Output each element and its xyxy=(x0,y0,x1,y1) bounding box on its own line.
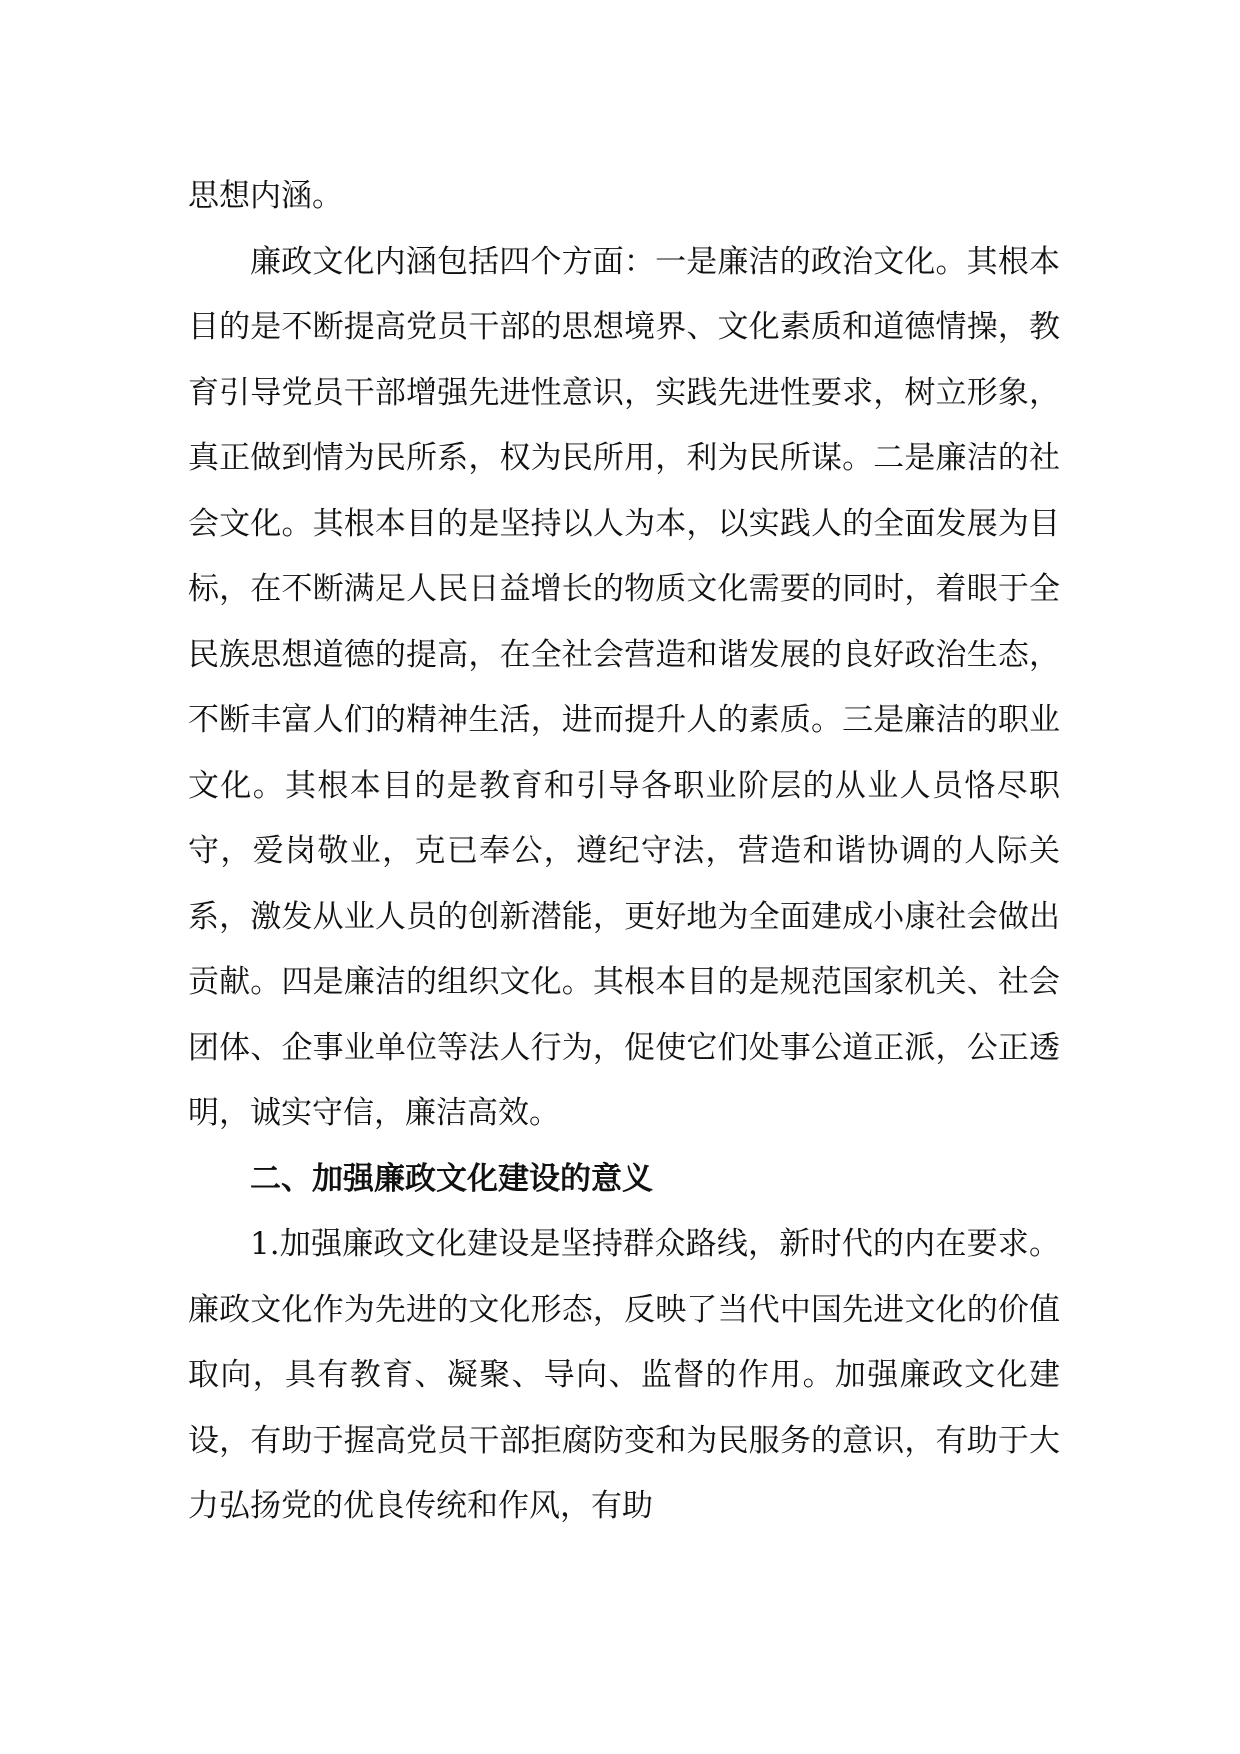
section-heading: 二、加强廉政文化建设的意义 xyxy=(250,1160,653,1197)
paragraph-connotation: 廉政文化内涵包括四个方面：一是廉洁的政治文化。其根本目的是不断提高党员干部的思想境界、文化素质和道德情操，教育引导党员干部增强先进性意识，实践先进性要求，树立形象，真正做到情为民所系，权为民所用，利为民所谋。二是廉洁的社会文化。其根本目的是坚持以人为本，以实践人的全面发展为目标，在不断满足人民日益增长的物质文化需要的同时，着眼于全民族思想道德的提高，在全社会营造和谐发展的良好政治生态，不断丰富人们的精神生活，进而提升人的素质。三是廉洁的职业文化。其根本目的是教育和引导各职业阶层的从业人员恪尽职守，爱岗敬业，克已奉公，遵纪守法，营造和谐协调的人际关系，激发从业人员的创新潜能，更好地为全面建成小康社会做出贡献。四是廉洁的组织文化。其根本目的是规范国家机关、社会团体、企事业单位等法人行为，促使它们处事公道正派，公正透明，诚实守信，廉洁高效。 xyxy=(188,243,1060,1131)
list-number: 1. xyxy=(250,1226,280,1262)
paragraph-continuation: 思想内涵。 xyxy=(188,178,343,214)
document-body xyxy=(188,164,1060,1540)
paragraph-significance-1 xyxy=(188,1212,1060,1540)
paragraph-significance-1-text: 加强廉政文化建设是坚持群众路线，新时代的内在要求。廉政文化作为先进的文化形态，反映了当代中国先进文化的价值取向，具有教育、凝聚、导向、监督的作用。加强廉政文化建设，有助于握高党员干部拒腐防变和为民服务的意识，有助于大力弘扬党的优良传统和作风，有助 xyxy=(188,1226,1060,1524)
